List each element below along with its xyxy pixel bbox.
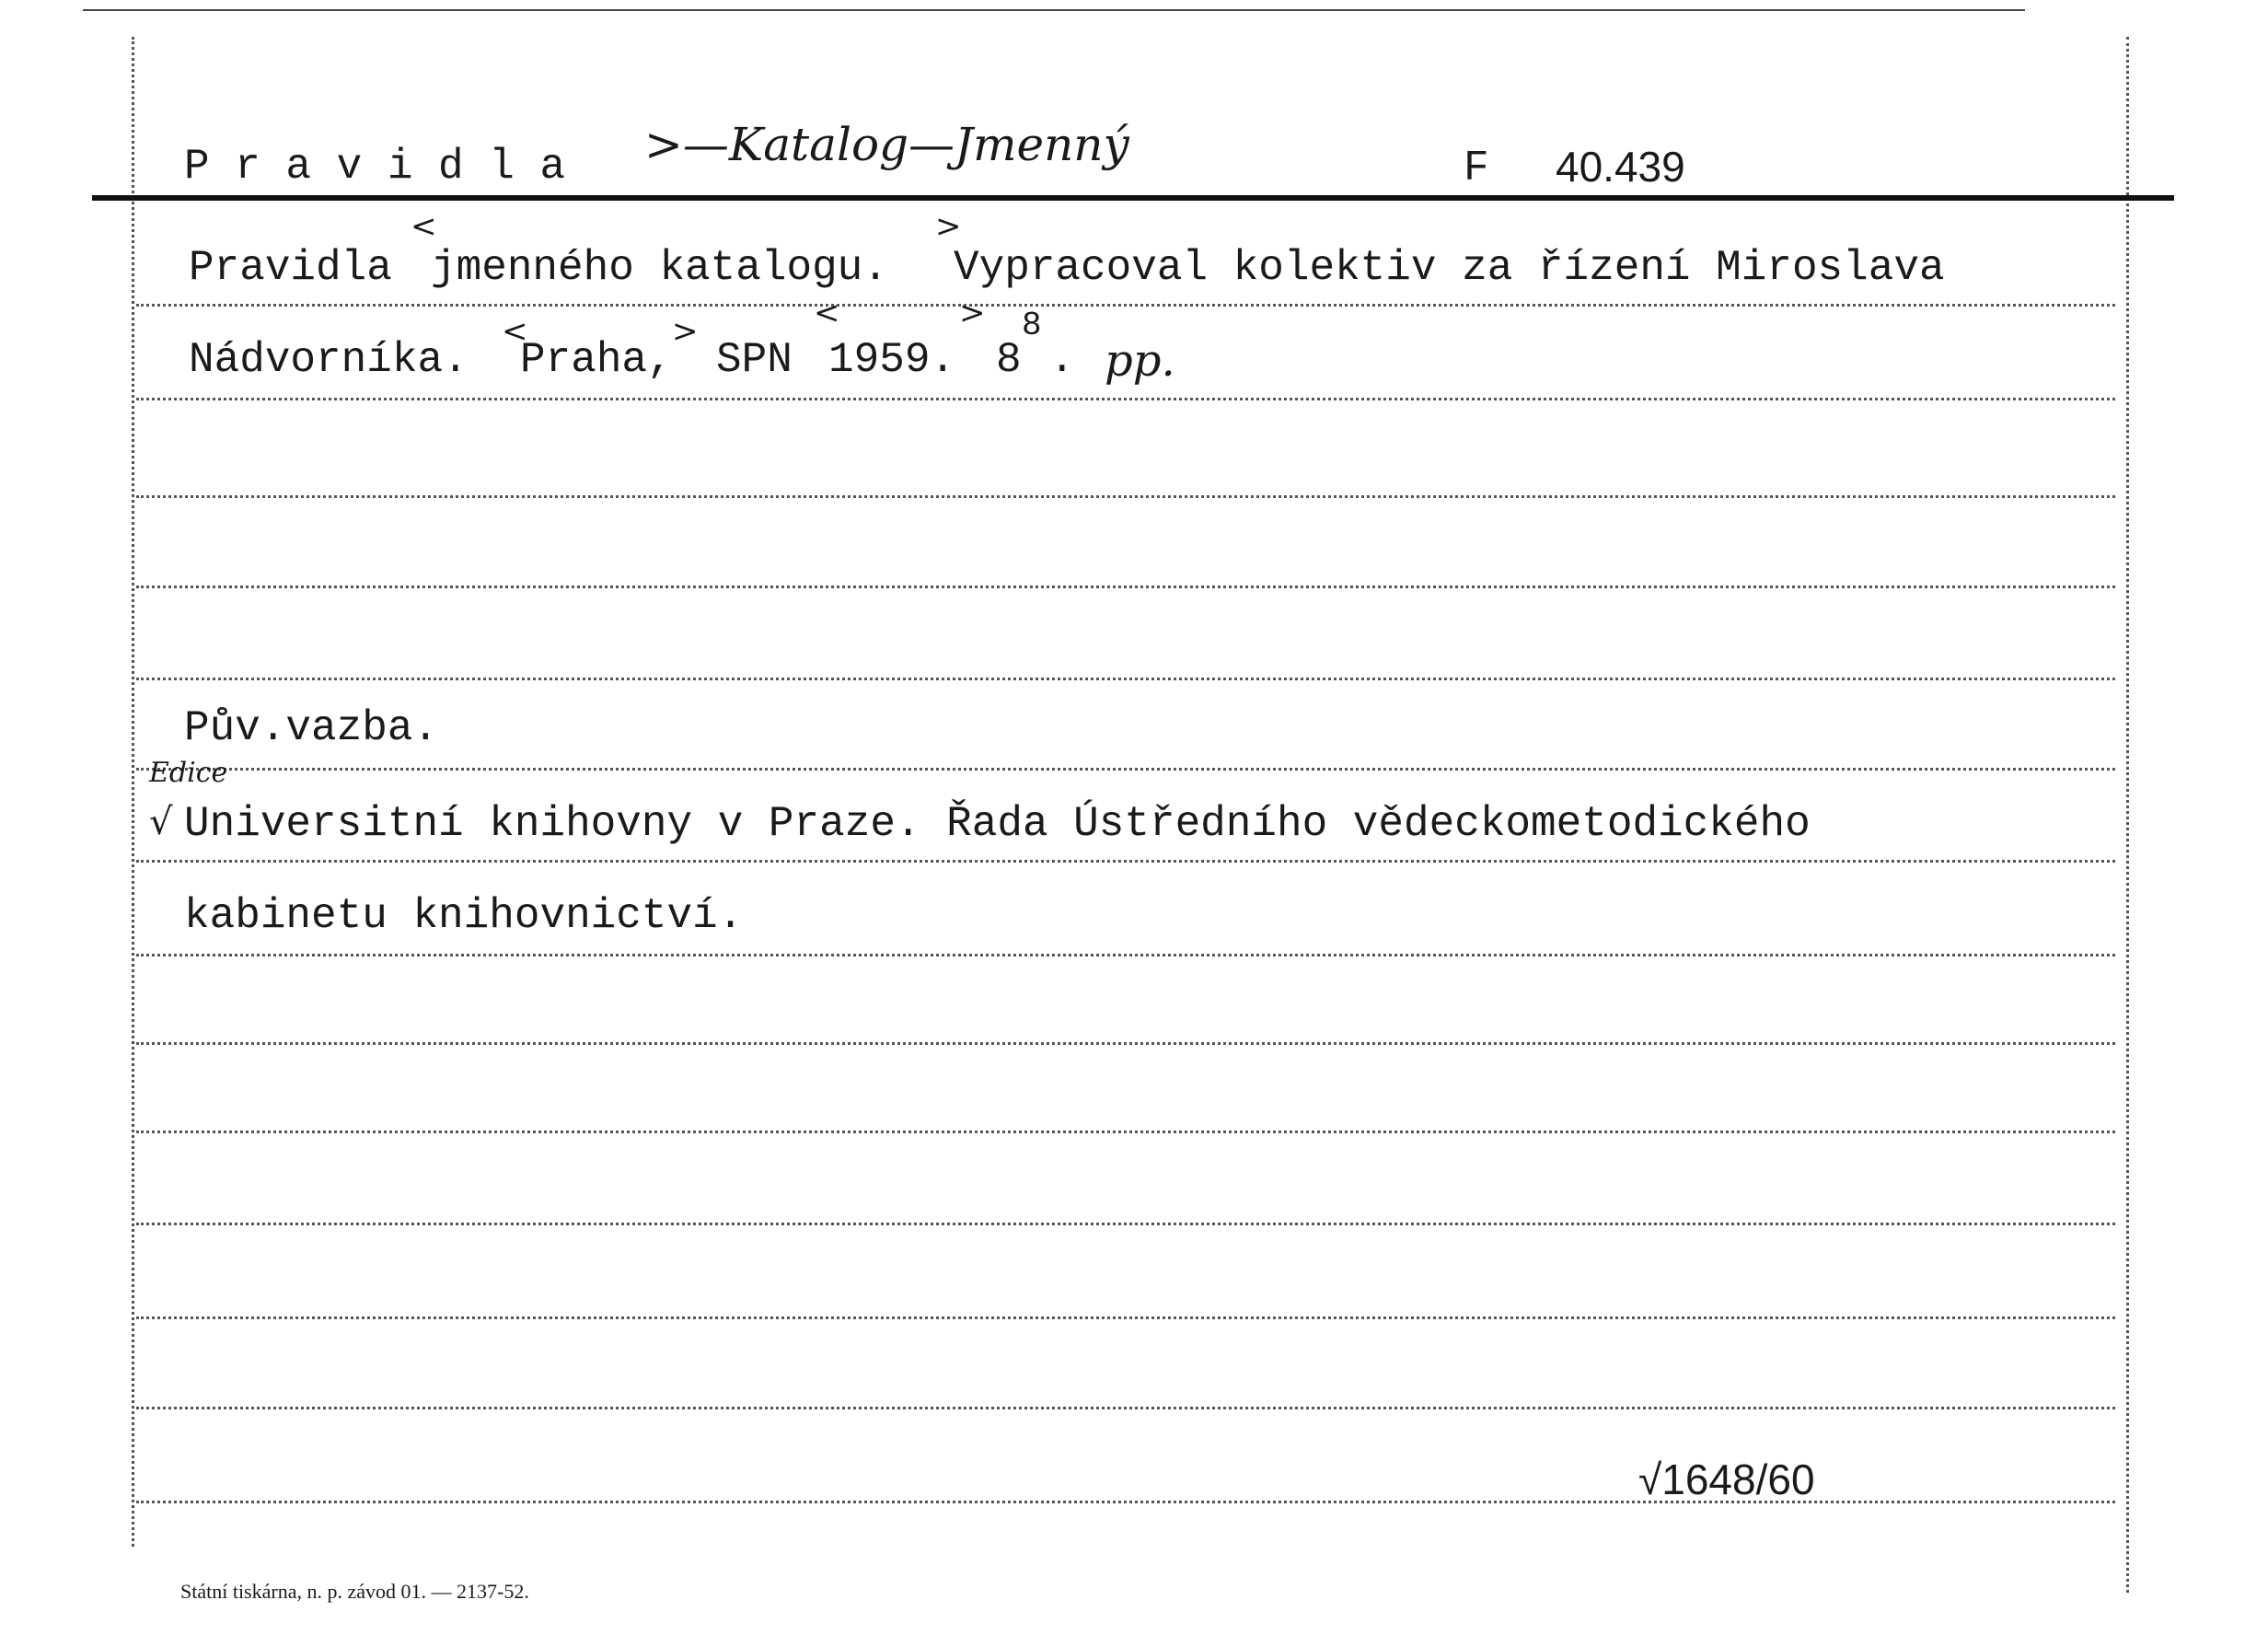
heading-rule xyxy=(92,195,2174,201)
ruled-line xyxy=(136,495,2115,498)
entry-responsibility: Vypracoval kolektiv za řízení Miroslava xyxy=(954,244,1945,292)
ruled-line xyxy=(136,860,2115,863)
left-margin-line xyxy=(132,37,134,1547)
printer-imprint: Státní tiskárna, n. p. závod 01. — 2137-52. xyxy=(180,1580,529,1603)
entry-place: Praha, xyxy=(520,336,673,384)
entry-year: 1959. xyxy=(828,336,956,384)
entry-format: 8 xyxy=(996,336,1022,384)
accession-number: √1648/60 xyxy=(1638,1455,1815,1503)
shelfmark-number: 40.439 xyxy=(1556,143,1685,191)
ruled-line xyxy=(136,1042,2115,1045)
ruled-line xyxy=(136,304,2115,307)
insertion-mark: > xyxy=(959,295,986,331)
series-label-handwritten: Edice xyxy=(149,757,228,789)
ruled-line xyxy=(136,1223,2115,1225)
insertion-mark: < xyxy=(411,208,437,245)
heading-title: P r a v i d l a xyxy=(184,143,566,191)
insertion-mark: < xyxy=(502,313,528,350)
series-line-1: Universitní knihovny v Praze. Řada Ústředního vědeckometodického xyxy=(184,800,1811,848)
entry-author: Nádvorníka. xyxy=(189,336,469,384)
shelfmark-prefix: F xyxy=(1464,145,1489,192)
handwritten-subject-headings: >—Katalog—Jmenný xyxy=(644,118,1129,171)
insertion-mark: > xyxy=(935,208,962,245)
checkmark: √ xyxy=(149,801,173,843)
ruled-line xyxy=(136,586,2115,588)
insertion-mark: > xyxy=(672,313,699,350)
ruled-line xyxy=(136,398,2115,400)
insertion-mark: < xyxy=(814,295,840,331)
entry-pages-handwritten: pp. xyxy=(1105,335,1175,387)
right-margin-line xyxy=(2126,37,2129,1593)
top-rule xyxy=(83,9,2025,11)
ruled-line xyxy=(136,678,2115,680)
series-line-2: kabinetu knihovnictví. xyxy=(184,892,744,940)
ruled-line xyxy=(136,1131,2115,1133)
ruled-line xyxy=(136,1501,2115,1503)
entry-title-pravidla: Pravidla xyxy=(189,244,392,292)
ruled-line xyxy=(136,1316,2115,1319)
entry-format-superscript: 8 xyxy=(1022,307,1042,344)
binding-note: Pův.vazba. xyxy=(184,704,439,752)
entry-publisher: SPN xyxy=(716,336,793,384)
ruled-line xyxy=(136,1407,2115,1409)
entry-separator: . xyxy=(1049,336,1075,384)
ruled-line xyxy=(136,768,2115,771)
ruled-line xyxy=(136,954,2115,957)
entry-title-rest: jmenného katalogu. xyxy=(431,244,888,292)
